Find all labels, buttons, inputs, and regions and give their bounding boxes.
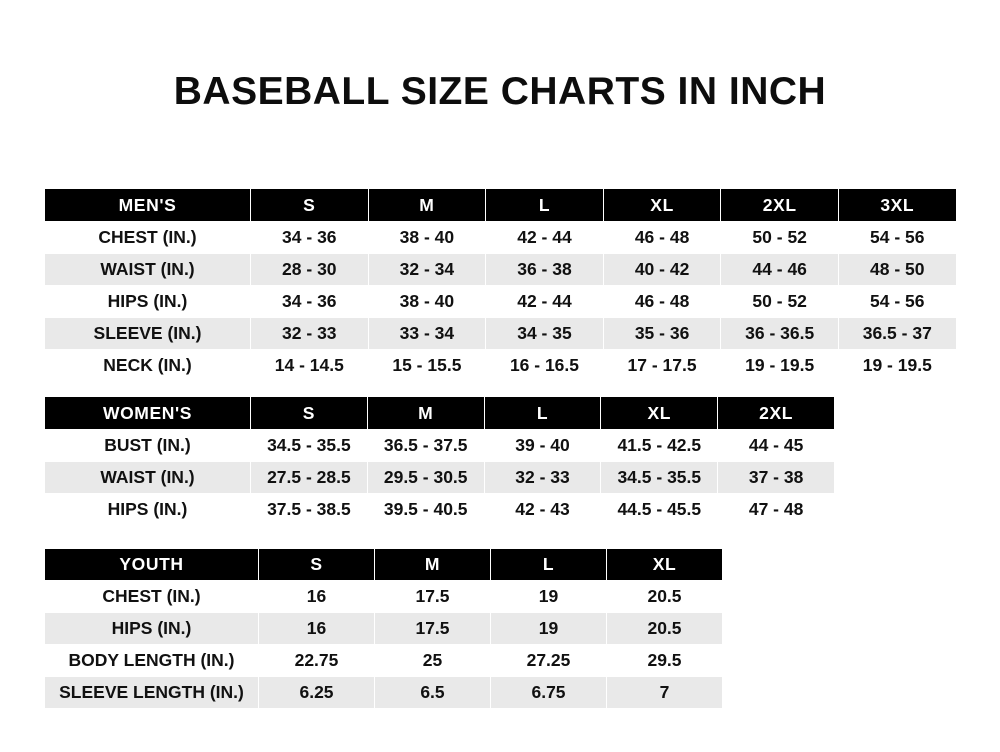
table-cell: 32 - 33 [484,462,601,494]
table-header-row [45,549,723,581]
table-cell: 16 - 16.5 [486,350,604,382]
table-cell: 19 [491,613,607,645]
column-header: 2XL [721,189,839,222]
table-cell: 42 - 44 [486,222,604,254]
table-cell: 41.5 - 42.5 [601,430,718,462]
row-label: WAIST (IN.) [45,462,251,494]
table-cell: 44 - 45 [718,430,835,462]
table-cell: 50 - 52 [721,222,839,254]
table-cell: 36.5 - 37 [838,318,956,350]
table-cell: 17.5 [375,613,491,645]
table-cell: 38 - 40 [368,286,486,318]
table-row [45,581,723,613]
row-label: BODY LENGTH (IN.) [45,645,259,677]
table-cell: 16 [259,581,375,613]
row-label: SLEEVE (IN.) [45,318,251,350]
table-cell: 25 [375,645,491,677]
table-cell: 20.5 [607,581,723,613]
table-row [45,318,957,350]
table-cell: 32 - 34 [368,254,486,286]
column-header: 3XL [838,189,956,222]
table-cell: 44 - 46 [721,254,839,286]
table-cell: 38 - 40 [368,222,486,254]
table-cell: 19 - 19.5 [721,350,839,382]
column-header: WOMEN'S [45,397,251,430]
youth-size-chart [44,548,723,709]
table-cell: 15 - 15.5 [368,350,486,382]
column-header: L [484,397,601,430]
table-cell: 7 [607,677,723,709]
column-header: XL [603,189,721,222]
row-label: CHEST (IN.) [45,222,251,254]
table-cell: 47 - 48 [718,494,835,526]
column-header: S [259,549,375,581]
table-cell: 36.5 - 37.5 [367,430,484,462]
table-cell: 50 - 52 [721,286,839,318]
table-cell: 46 - 48 [603,286,721,318]
table-row [45,462,835,494]
table-cell: 27.5 - 28.5 [251,462,368,494]
table-cell: 42 - 44 [486,286,604,318]
table-cell: 54 - 56 [838,222,956,254]
womens-size-chart [44,396,835,526]
table-cell: 34 - 36 [251,286,369,318]
table-cell: 36 - 36.5 [721,318,839,350]
row-label: BUST (IN.) [45,430,251,462]
table-cell: 14 - 14.5 [251,350,369,382]
column-header: XL [601,397,718,430]
table-cell: 20.5 [607,613,723,645]
table-header-row [45,397,835,430]
table-cell: 40 - 42 [603,254,721,286]
column-header: XL [607,549,723,581]
table-cell: 17.5 [375,581,491,613]
table-cell: 39 - 40 [484,430,601,462]
table-row [45,677,723,709]
table-row [45,430,835,462]
table-cell: 39.5 - 40.5 [367,494,484,526]
table-cell: 29.5 - 30.5 [367,462,484,494]
row-label: NECK (IN.) [45,350,251,382]
page-title: BASEBALL SIZE CHARTS IN INCH [173,70,827,113]
table-row [45,645,723,677]
table-cell: 34.5 - 35.5 [251,430,368,462]
table-row [45,350,957,382]
row-label: SLEEVE LENGTH (IN.) [45,677,259,709]
table-row [45,254,957,286]
table-cell: 27.25 [491,645,607,677]
mens-size-chart [44,188,957,382]
table-cell: 48 - 50 [838,254,956,286]
table-row [45,494,835,526]
table-cell: 44.5 - 45.5 [601,494,718,526]
table-cell: 16 [259,613,375,645]
table-cell: 37 - 38 [718,462,835,494]
row-label: CHEST (IN.) [45,581,259,613]
row-label: HIPS (IN.) [45,286,251,318]
table-cell: 46 - 48 [603,222,721,254]
table-cell: 35 - 36 [603,318,721,350]
table-cell: 37.5 - 38.5 [251,494,368,526]
column-header: M [375,549,491,581]
table-cell: 6.5 [375,677,491,709]
table-cell: 28 - 30 [251,254,369,286]
table-cell: 36 - 38 [486,254,604,286]
row-label: HIPS (IN.) [45,613,259,645]
column-header: S [251,189,369,222]
column-header: L [486,189,604,222]
row-label: WAIST (IN.) [45,254,251,286]
table-cell: 34.5 - 35.5 [601,462,718,494]
table-cell: 34 - 35 [486,318,604,350]
table-cell: 6.75 [491,677,607,709]
table-row [45,222,957,254]
column-header: M [368,189,486,222]
table-cell: 54 - 56 [838,286,956,318]
column-header: YOUTH [45,549,259,581]
row-label: HIPS (IN.) [45,494,251,526]
table-cell: 34 - 36 [251,222,369,254]
table-cell: 29.5 [607,645,723,677]
table-cell: 42 - 43 [484,494,601,526]
table-cell: 19 [491,581,607,613]
table-cell: 22.75 [259,645,375,677]
table-cell: 33 - 34 [368,318,486,350]
column-header: S [251,397,368,430]
table-cell: 6.25 [259,677,375,709]
table-row [45,286,957,318]
column-header: M [367,397,484,430]
column-header: L [491,549,607,581]
table-cell: 32 - 33 [251,318,369,350]
table-header-row [45,189,957,222]
table-cell: 19 - 19.5 [838,350,956,382]
column-header: 2XL [718,397,835,430]
table-row [45,613,723,645]
table-cell: 17 - 17.5 [603,350,721,382]
column-header: MEN'S [45,189,251,222]
